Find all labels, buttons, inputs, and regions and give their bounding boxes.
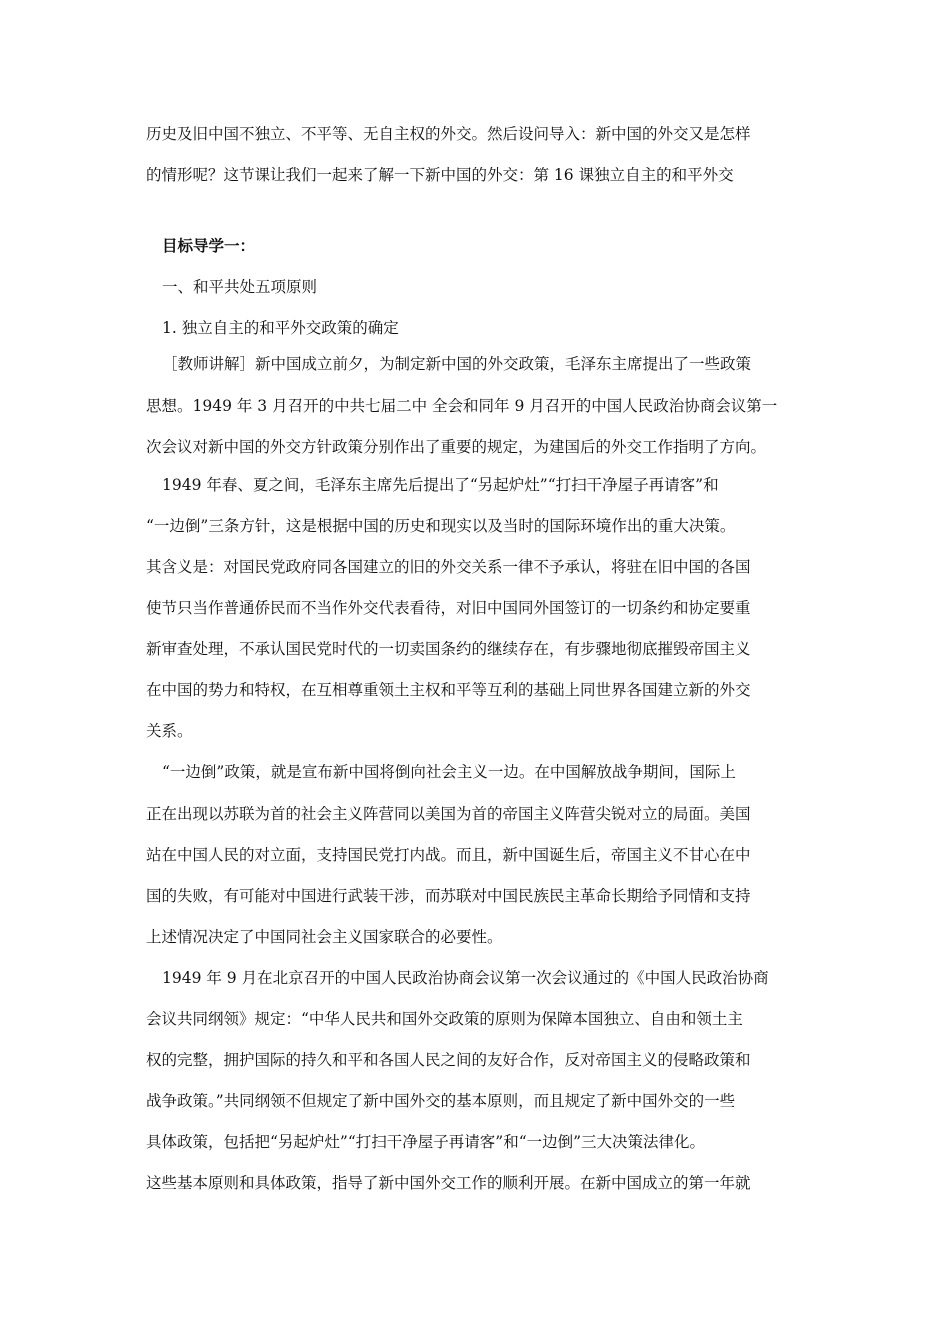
paragraph-line: 这些基本原则和具体政策，指导了新中国外交工作的顺利开展。在新中国成立的第一年就 [146,1174,751,1192]
paragraph-line: 站在中国人民的对立面，支持国民党打内战。而且，新中国诞生后，帝国主义不甘心在中 [146,846,751,864]
intro-line: 的情形呢？这节课让我们一起来了解一下新中国的外交：第 16 课独立自主的和平外交 [146,166,734,184]
paragraph-line: 1949 年 9 月在北京召开的中国人民政治协商会议第一次会议通过的《中国人民政治协商 [162,969,769,987]
paragraph-line: “一边倒”政策，就是宣布新中国将倒向社会主义一边。在中国解放战争期间，国际上 [162,763,736,781]
paragraph-line: 国的失败，有可能对中国进行武装干涉，而苏联对中国民族民主革命长期给予同情和支持 [146,887,751,905]
subheading: 一、和平共处五项原则 [162,278,318,296]
paragraph-line: 权的完整，拥护国际的持久和平和各国人民之间的友好合作，反对帝国主义的侵略政策和 [146,1051,751,1069]
paragraph-line: 上述情况决定了中国同社会主义国家联合的必要性。 [146,928,503,946]
paragraph-line: 新审查处理，不承认国民党时代的一切卖国条约的继续存在，有步骤地彻底摧毁帝国主义 [146,640,751,658]
paragraph-line: 1949 年春、夏之间，毛泽东主席先后提出了“另起炉灶”“打扫干净屋子再请客”和 [162,476,719,494]
paragraph-line: “一边倒”三条方针，这是根据中国的历史和现实以及当时的国际环境作出的重大决策。 [146,517,736,535]
paragraph-line: 会议共同纲领》规定：“中华人民共和国外交政策的原则为保障本国独立、自由和领土主 [146,1010,743,1028]
paragraph-line: 关系。 [146,722,193,740]
paragraph-line: 其含义是：对国民党政府同各国建立的旧的外交关系一律不予承认，将驻在旧中国的各国 [146,558,751,576]
paragraph-line: 战争政策。”共同纲领不但规定了新中国外交的基本原则，而且规定了新中国外交的一些 [146,1092,736,1110]
paragraph-line: 在中国的势力和特权，在互相尊重领土主权和平等互利的基础上同世界各国建立新的外交 [146,681,751,699]
paragraph-line: 使节只当作普通侨民而不当作外交代表看待，对旧中国同外国签订的一切条约和协定要重 [146,599,751,617]
subsection-title: 1. 独立自主的和平外交政策的确定 [162,319,399,337]
paragraph-line: 次会议对新中国的外交方针政策分别作出了重要的规定，为建国后的外交工作指明了方向。 [146,438,767,456]
paragraph-line: 正在出现以苏联为首的社会主义阵营同以美国为首的帝国主义阵营尖锐对立的局面。美国 [146,805,751,823]
intro-line: 历史及旧中国不独立、不平等、无自主权的外交。然后设问导入：新中国的外交又是怎样 [146,125,751,143]
paragraph-line: 思想。1949 年 3 月召开的中共七届二中 全会和同年 9 月召开的中国人民政治协商会议第一 [146,397,778,415]
paragraph-line: ［教师讲解］新中国成立前夕，为制定新中国的外交政策，毛泽东主席提出了一些政策 [162,355,752,373]
paragraph-line: 具体政策，包括把“另起炉灶”“打扫干净屋子再请客”和“一边倒”三大决策法律化。 [146,1133,706,1151]
section-heading: 目标导学一： [162,236,256,255]
